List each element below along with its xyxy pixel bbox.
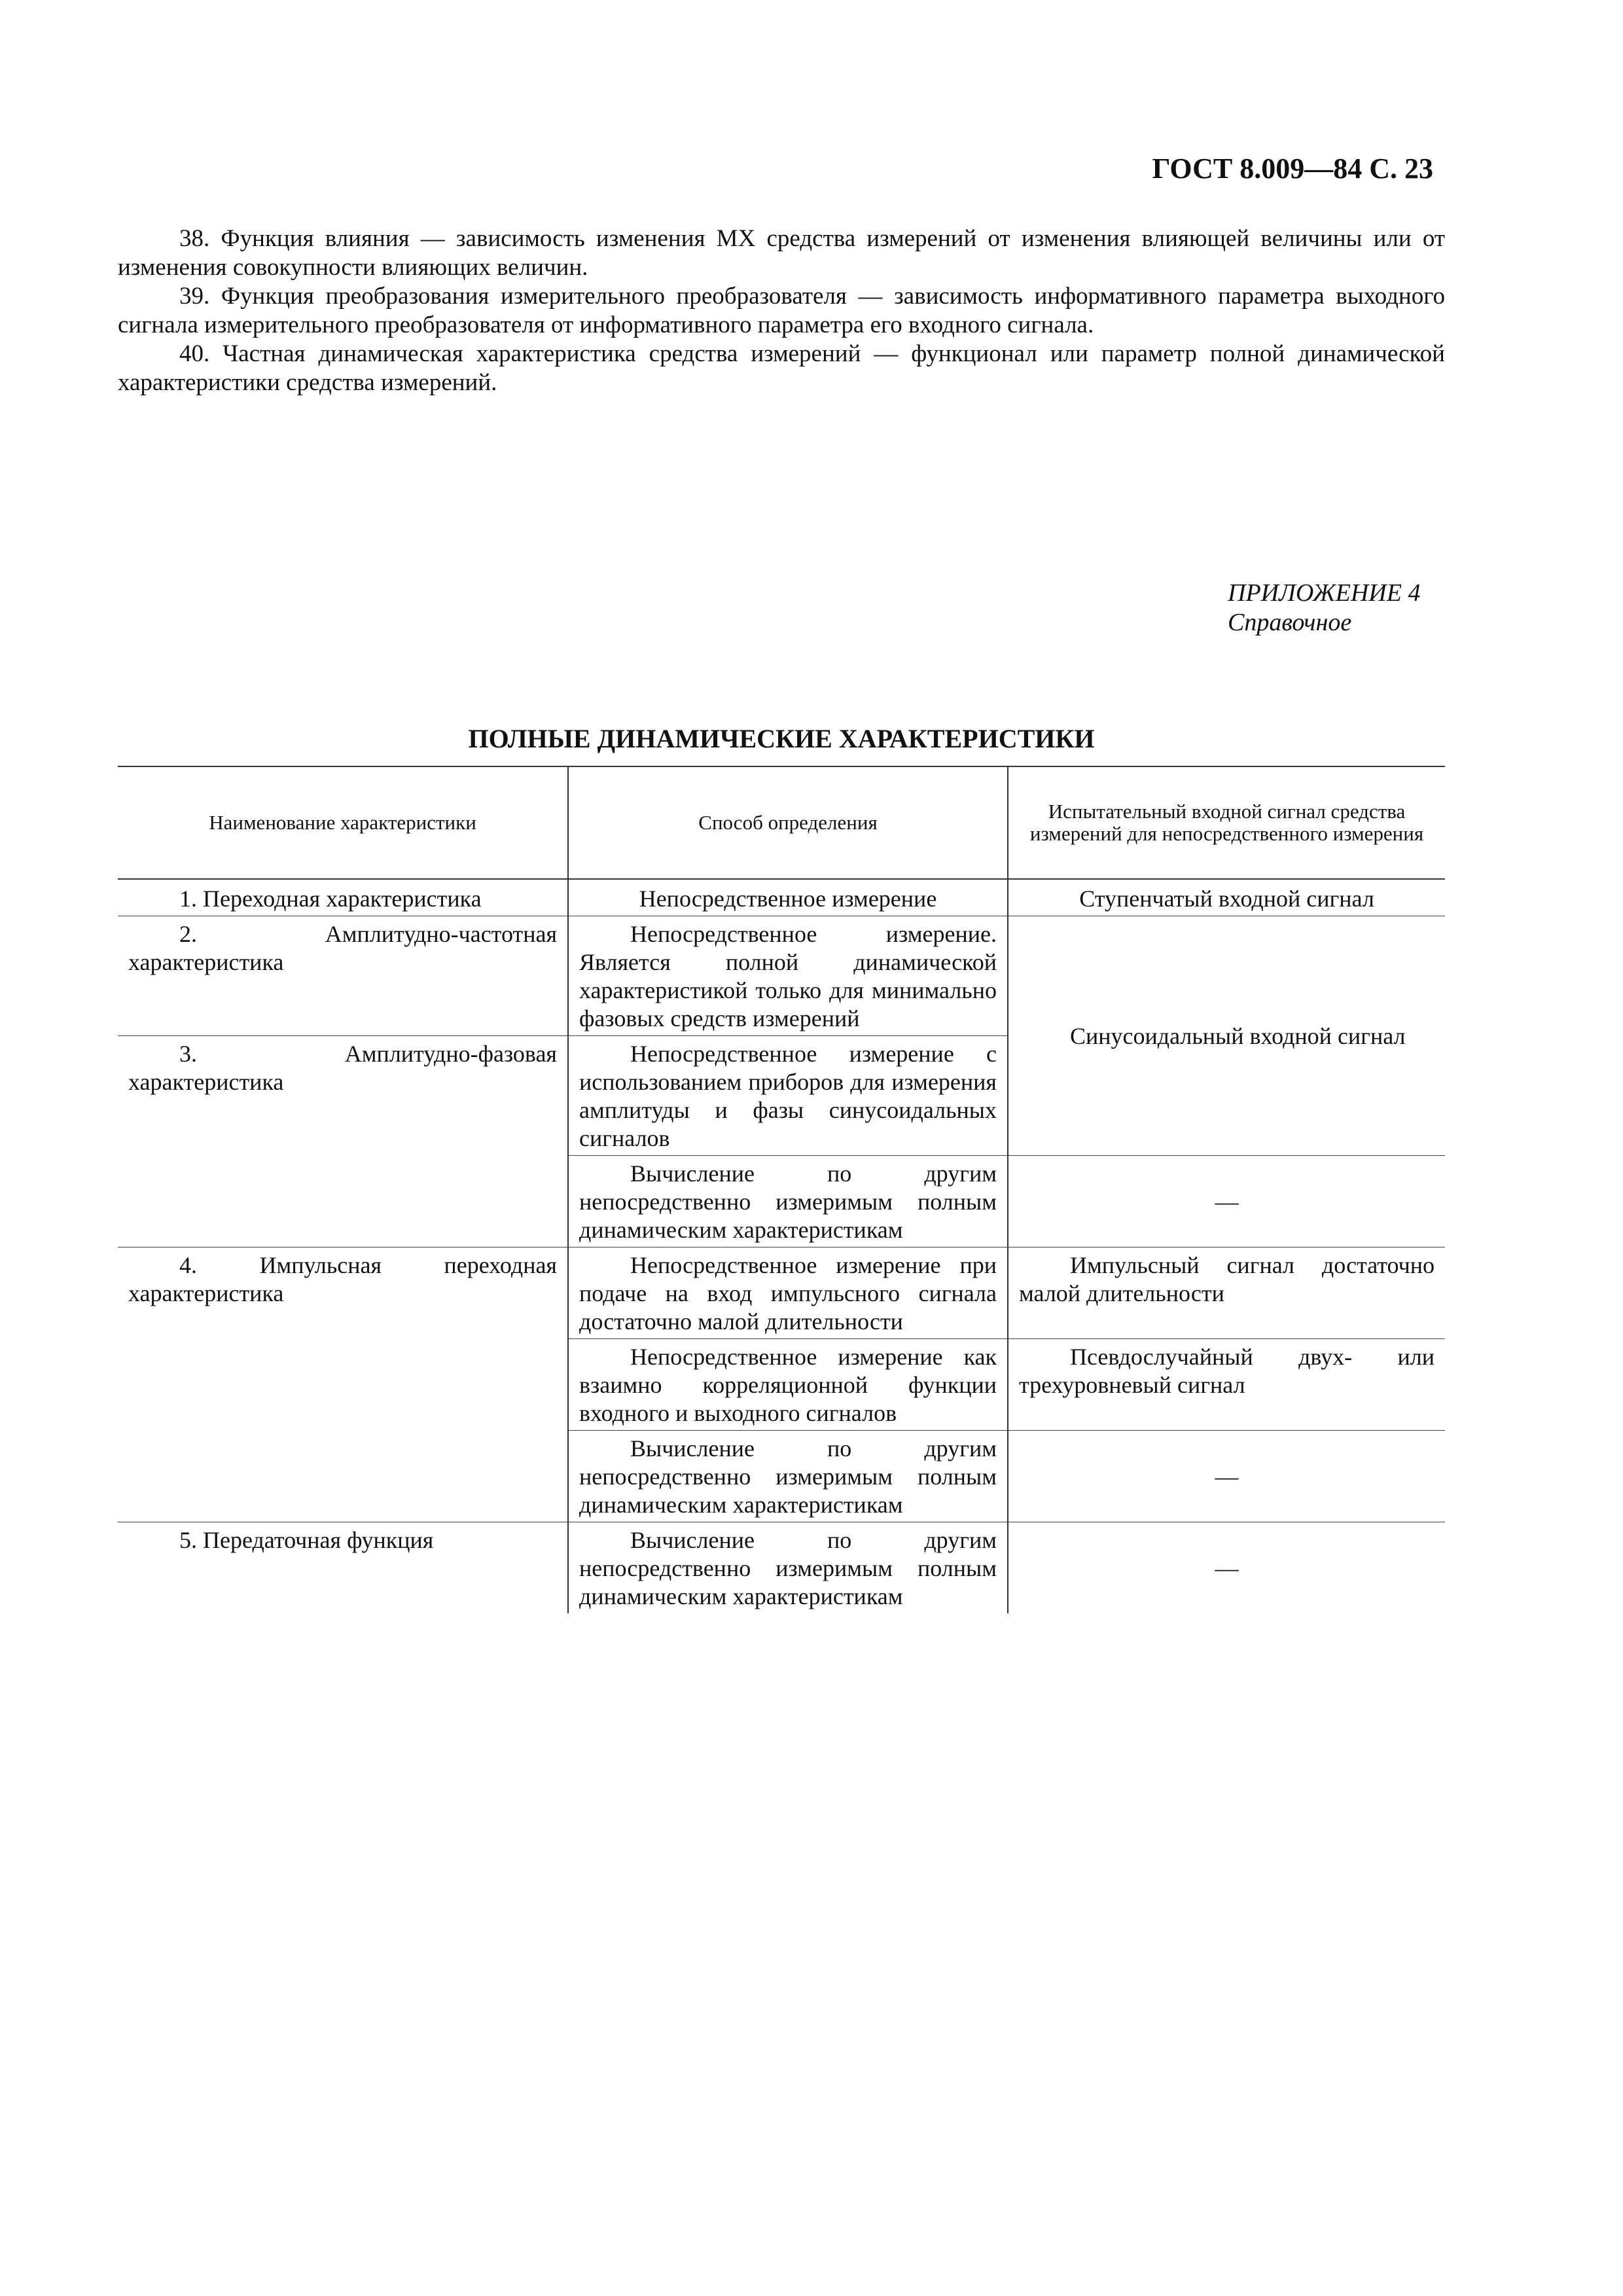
table-row (118, 1247, 1445, 1339)
cell-signal: — (1008, 1522, 1445, 1614)
cell-name: 2. Амплитудно-частотная характеристика (118, 916, 568, 1036)
table-title: ПОЛНЫЕ ДИНАМИЧЕСКИЕ ХАРАКТЕРИСТИКИ (468, 724, 1095, 753)
cell-name: 1. Переходная характеристика (118, 879, 568, 916)
cell-method: Непосредственное измерение (568, 879, 1008, 916)
definition-39: 39. Функция преобразования измерительного преобразователя — зависимость информативного параметра выходного сигнала измерительного преобразователя от информативного параметра его входного сигнала. (118, 283, 1445, 338)
cell-signal: Импульсный сигнал достаточно малой длительности (1008, 1247, 1445, 1339)
cell-name: 5. Передаточная функция (118, 1522, 568, 1614)
appendix-label (1228, 579, 1420, 637)
cell-method: Вычисление по другим непосредственно измеримым полным динамическим характеристикам (568, 1156, 1008, 1247)
header-signal: Испытательный входной сигнал средства измерений для непосредственного измерения (1008, 766, 1445, 879)
header-method: Способ определения (568, 766, 1008, 879)
cell-signal: Синусоидальный входной сигнал (1008, 916, 1445, 1156)
page-header: ГОСТ 8.009—84 С. 23 (1152, 152, 1433, 185)
table-row (118, 1522, 1445, 1614)
cell-signal: Псевдослучайный двух- или трехуровневый сигнал (1008, 1339, 1445, 1431)
definition-38: 38. Функция влияния — зависимость изменения МХ средства измерений от изменения влияющей величины или от изменения совокупности влияющих величин. (118, 225, 1445, 281)
table-row (118, 879, 1445, 916)
cell-signal: Ступенчатый входной сигнал (1008, 879, 1445, 916)
cell-signal: — (1008, 1431, 1445, 1522)
cell-method: Вычисление по другим непосредственно измеримым полным динамическим характеристикам (568, 1522, 1008, 1614)
definitions-section (118, 224, 1445, 397)
appendix-type: Справочное (1228, 609, 1352, 636)
cell-signal: — (1008, 1156, 1445, 1247)
cell-name: 4. Импульсная переходная характеристика (118, 1247, 568, 1522)
table-row (118, 916, 1445, 1036)
appendix-number: ПРИЛОЖЕНИЕ 4 (1228, 579, 1421, 607)
cell-method: Непосредственное измерение при подаче на вход импульсного сигнала достаточно малой длительности (568, 1247, 1008, 1339)
cell-method: Непосредственное измерение. Является полной динамической характеристикой только для минимально фазовых средств измерений (568, 916, 1008, 1036)
cell-method: Непосредственное измерение как взаимно корреляционной функции входного и выходного сигналов (568, 1339, 1008, 1431)
cell-method: Вычисление по другим непосредственно измеримым полным динамическим характеристикам (568, 1431, 1008, 1522)
header-name: Наименование характеристики (118, 766, 568, 879)
dynamic-characteristics-table (118, 766, 1445, 1613)
cell-method: Непосредственное измерение с использованием приборов для измерения амплитуды и фазы синусоидальных сигналов (568, 1036, 1008, 1156)
table-header-row (118, 766, 1445, 879)
cell-name: 3. Амплитудно-фазовая характеристика (118, 1036, 568, 1247)
definition-40: 40. Частная динамическая характеристика средства измерений — функционал или параметр полной динамической характеристики средства измерений. (118, 340, 1445, 396)
